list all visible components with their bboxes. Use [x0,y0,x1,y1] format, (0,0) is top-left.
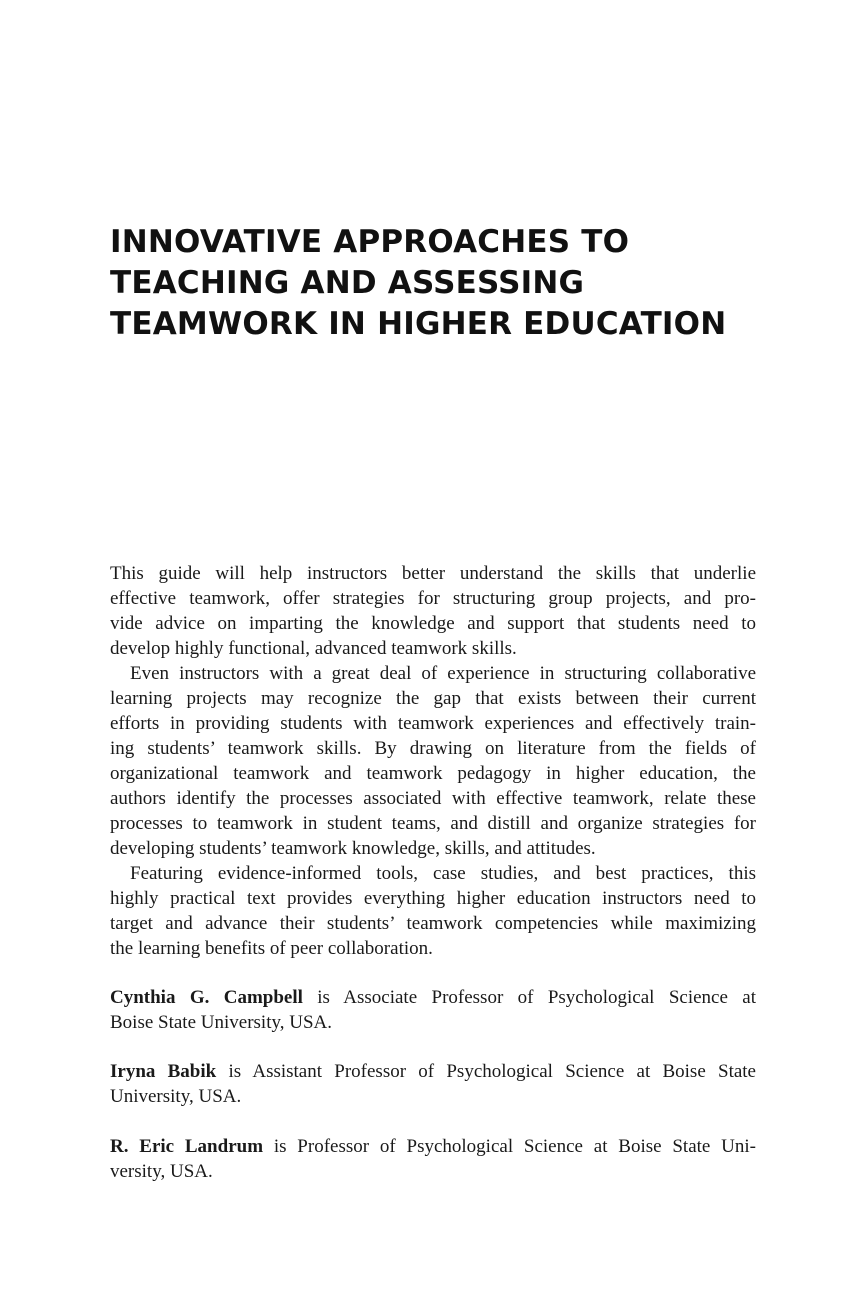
title-line: TEAMWORK IN HIGHER EDUCATION [110,306,727,342]
book-title [110,222,790,345]
description-line: This guide will help instructors better understand the skills that underlie [110,563,756,584]
author-bio-line: Boise State University, USA. [110,1012,333,1033]
author-bio [110,1134,756,1184]
author-bio-line [110,985,756,1010]
description-line: learning projects may recognize the gap that exists between their current [110,688,756,709]
description-line: authors identify the processes associated with effective teamwork, relate these [110,788,756,809]
description-line: the learning benefits of peer collaboration. [110,938,433,959]
description-line: highly practical text provides everything higher education instructors need to [110,888,756,909]
description-line: developing students’ teamwork knowledge, skills, and attitudes. [110,838,596,859]
description-line: effective teamwork, offer strategies for structuring group projects, and pro- [110,588,756,609]
author-bio-text: is Associate Professor of Psychological Science at [302,987,756,1008]
description-line: develop highly functional, advanced teamwork skills. [110,638,517,659]
book-description [110,561,756,961]
author-bio-line: University, USA. [110,1086,242,1107]
description-line: target and advance their students’ teamwork competencies while maximizing [110,913,756,934]
title-line: TEACHING AND ASSESSING [110,265,585,301]
description-line: Featuring evidence-informed tools, case studies, and best practices, this [130,863,756,884]
description-line: Even instructors with a great deal of experience in structuring collaborative [130,663,756,684]
description-line: processes to teamwork in student teams, and distill and organize strategies for [110,813,756,834]
author-bio-text: is Assistant Professor of Psychological Science at Boise State [216,1061,756,1082]
title-line: INNOVATIVE APPROACHES TO [110,224,630,260]
description-line: efforts in providing students with teamwork experiences and effectively train- [110,713,756,734]
description-line: ing students’ teamwork skills. By drawing on literature from the fields of [110,738,756,759]
author-bio [110,985,756,1035]
author-name: R. Eric Landrum [110,1136,264,1157]
description-line: vide advice on imparting the knowledge and support that students need to [110,613,756,634]
author-bio [110,1059,756,1109]
author-name: Iryna Babik [110,1061,217,1082]
description-line: organizational teamwork and teamwork pedagogy in higher education, the [110,763,756,784]
author-bio-text: is Professor of Psychological Science at Boise State Uni- [263,1136,756,1157]
author-bio-line [110,1134,756,1159]
author-name: Cynthia G. Campbell [110,987,303,1008]
author-bio-line: versity, USA. [110,1161,213,1182]
author-bio-line [110,1059,756,1084]
